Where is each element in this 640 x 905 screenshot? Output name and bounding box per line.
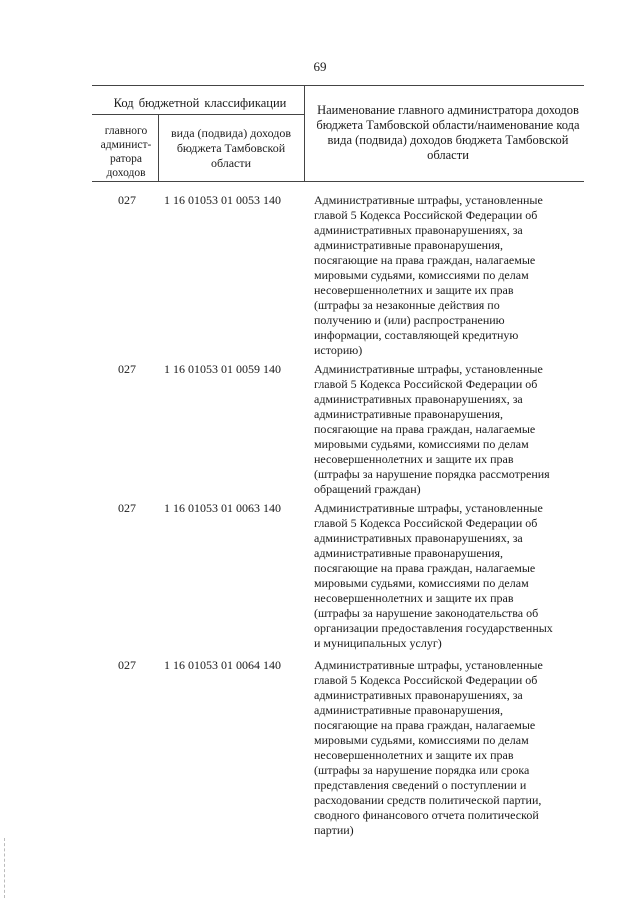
row-admin-code: 027 <box>118 193 136 207</box>
row-admin-code: 027 <box>118 362 136 376</box>
row-description: Административные штрафы, установленные главой 5 Кодекса Российской Федерации об административных правонарушениях, за административные правонарушения, посягающие на права граждан, налагаемые мировыми судьями, комиссиями по делам несовершеннолетних и защите их прав (штрафы за нарушение порядка рассмотрения обращений граждан) <box>314 362 550 496</box>
admin-kind-divider <box>158 114 159 181</box>
kind-column-header: вида (подвида) доходов бюджета Тамбовской области <box>171 126 291 170</box>
table-top-border <box>92 85 584 86</box>
row-kbk-code: 1 16 01053 01 0063 140 <box>164 501 281 515</box>
row-kbk-code: 1 16 01053 01 0059 140 <box>164 362 281 376</box>
name-column-header: Наименование главного администратора доходов бюджета Тамбовской области/наименование кода вида (подвида) доходов бюджета Тамбовской области <box>316 103 580 162</box>
code-classification-header: Код бюджетной классификации <box>113 96 287 110</box>
row-admin-code: 027 <box>118 658 136 672</box>
row-kbk-code: 1 16 01053 01 0064 140 <box>164 658 281 672</box>
code-name-divider <box>304 85 305 181</box>
header-bottom-border <box>92 181 584 182</box>
code-header-divider <box>92 114 304 115</box>
row-description: Административные штрафы, установленные главой 5 Кодекса Российской Федерации об административных правонарушениях, за административные правонарушения, посягающие на права граждан, налагаемые мировыми судьями, комиссиями по делам несовершеннолетних и защите их прав (штрафы за незаконные действия по получению и (или) распространению информации, составляющей кредитную историю) <box>314 193 543 357</box>
page-number: 69 <box>313 59 327 74</box>
row-description: Административные штрафы, установленные главой 5 Кодекса Российской Федерации об административных правонарушениях, за административные правонарушения, посягающие на права граждан, налагаемые мировыми судьями, комиссиями по делам несовершеннолетних и защите их прав (штрафы за нарушение законодательства об организации предоставления государственных и муниципальных услуг) <box>314 501 553 650</box>
scan-margin-mark <box>4 838 5 898</box>
row-kbk-code: 1 16 01053 01 0053 140 <box>164 193 281 207</box>
row-description: Административные штрафы, установленные главой 5 Кодекса Российской Федерации об административных правонарушениях, за административные правонарушения, посягающие на права граждан, налагаемые мировыми судьями, комиссиями по делам несовершеннолетних и защите их прав (штрафы за нарушение порядка или срока представления сведений о поступлении и расходовании средств политической партии, сводного финансового отчета политической партии) <box>314 658 543 837</box>
row-admin-code: 027 <box>118 501 136 515</box>
admin-column-header: главного админист-ратора доходов <box>100 125 152 179</box>
